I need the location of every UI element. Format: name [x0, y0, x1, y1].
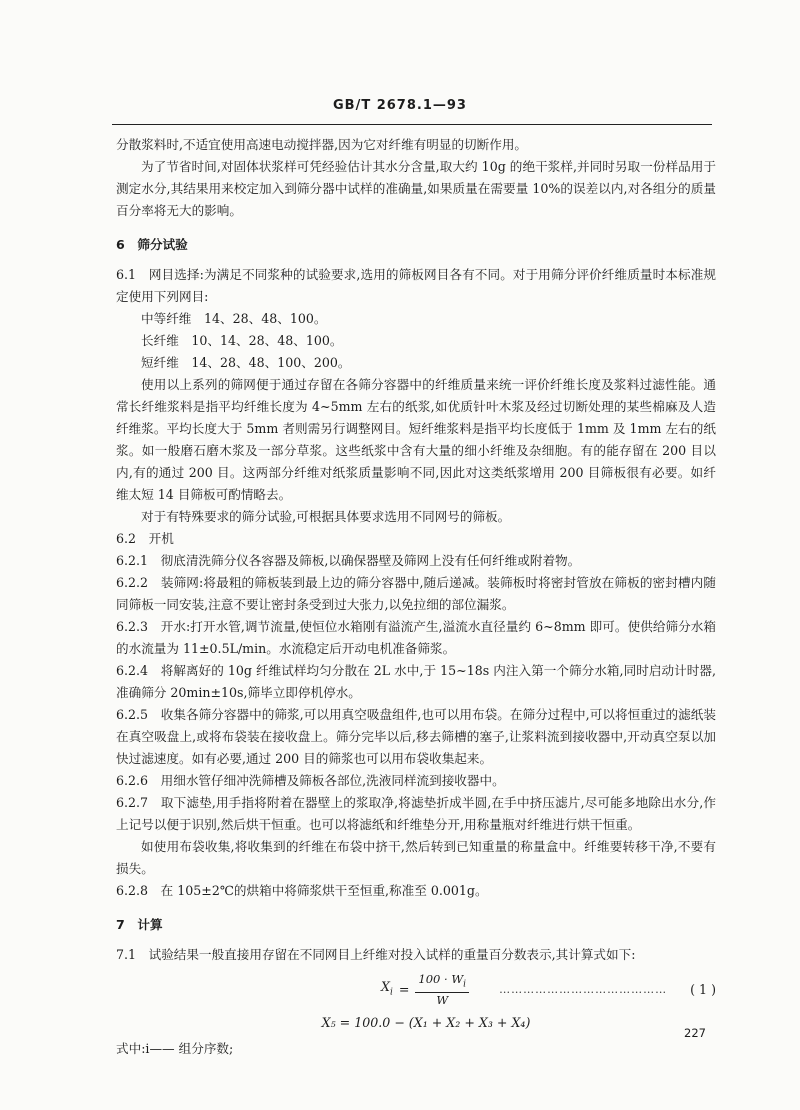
- formula-lhs: $X_i$: [381, 979, 393, 998]
- paragraph: 为了节省时间,对固体状浆样可凭经验估计其水分含量,取大约 10g 的绝干浆样,并同时另取一份样品用于测定水分,其结果用来校定加入到筛分器中试样的准确量,如果质量在需要量 10%的误差以内,对各组分的质量百分率将无大的影响。: [116, 159, 716, 218]
- clause-6-2-2: 6.2.2 装筛网:将最粗的筛板装到最上边的筛分容器中,随后递减。装筛板时将密封管放在筛板的密封槽内随同筛板一同安装,注意不要让密封条受到过大张力,以免拉细的部位漏浆。: [116, 575, 716, 612]
- page-content: [116, 134, 716, 1060]
- paragraph: 使用以上系列的筛网便于通过存留在各筛分容器中的纤维质量来统一评价纤维长度及浆料过滤性能。通常长纤维浆料是指平均纤维长度为 4~5mm 左右的纸浆,如优质针叶木浆及经过切断处理的某些棉麻及人造纤维浆。平均长度大于 5mm 者则需另行调整网目。短纤维浆料是指平均长度低于 1mm 及 1mm 左右的纸浆。如一般磨石磨木浆及一部分草浆。这些纸浆中含有大量的细小纤维及杂细胞。有的能存留在 200 目以内,有的通过 200 目。这两部分纤维对纸浆质量影响不同,因此对这类纸浆增用 200 目筛板很有必要。如纤维太短 14 目筛板可酌情略去。: [116, 377, 716, 502]
- clause-6-2-8: 6.2.8 在 105±2℃的烘箱中将筛浆烘干至恒重,称准至 0.001g。: [116, 883, 488, 898]
- formula-expression: [381, 972, 469, 1008]
- list-item: 短纤维 14、28、48、100、200。: [141, 355, 351, 370]
- clause-6-2-5: 6.2.5 收集各筛分容器中的筛浆,可以用真空吸盘组件,也可以用布袋。在筛分过程中,可以将恒重过的滤纸装在真空吸盘上,或将布袋装在接收盘上。筛分完毕以后,移去筛槽的塞子,让浆料流到接收器中,开动真空泵以加快过滤速度。如有必要,通过 200 目的筛浆也可以用布袋收集起来。: [116, 707, 716, 766]
- clause-6-2: 6.2 开机: [116, 531, 174, 546]
- clause-7-1: 7.1 试验结果一般直接用存留在不同网目上纤维对投入试样的重量百分数表示,其计算式如下:: [116, 947, 636, 962]
- clause-6-2-1: 6.2.1 彻底清洗筛分仪各容器及筛板,以确保器壁及筛网上没有任何纤维或附着物。: [116, 553, 581, 568]
- section-heading: 6 筛分试验: [116, 237, 188, 252]
- paragraph: 对于有特殊要求的筛分试验,可根据具体要求选用不同网号的筛板。: [141, 509, 511, 524]
- clause-6-2-4: 6.2.4 将解离好的 10g 纤维试样均匀分散在 2L 水中,于 15~18s 内注入第一个筛分水箱,同时启动计时器,准确筛分 20min±10s,筛毕立即停机停水。: [116, 663, 716, 700]
- formula-leader-dots: ……………………………………: [499, 983, 668, 996]
- formula-1: [116, 970, 716, 1010]
- formula-fraction: [415, 972, 469, 1008]
- page-number: 227: [684, 1026, 706, 1040]
- equation-number: ( 1 ): [690, 982, 716, 997]
- clause-6-2-7: 6.2.7 取下滤垫,用手指将附着在器壁上的浆取净,将滤垫折成半圆,在手中挤压滤片,尽可能多地除出水分,作上记号以便于识别,然后烘干恒重。也可以将滤纸和纤维垫分开,用称量瓶对纤维进行烘干恒重。: [116, 795, 716, 832]
- clause-6-2-3: 6.2.3 开水:打开水管,调节流量,使恒位水箱刚有溢流产生,溢流水直径量约 6~8mm 即可。使供给筛分水箱的水流量为 11±0.5L/min。水流稳定后开动电机准备筛浆。: [116, 619, 716, 656]
- formula-2: X₅ = 100.0 − (X₁ + X₂ + X₃ + X₄): [321, 1015, 531, 1030]
- list-item: 长纤维 10、14、28、48、100。: [141, 333, 343, 348]
- clause-6-1: 6.1 网目选择:为满足不同浆种的试验要求,选用的筛板网目各有不同。对于用筛分评价纤维质量时本标准规定使用下列网目:: [116, 267, 716, 304]
- list-item: 中等纤维 14、28、48、100。: [141, 311, 327, 326]
- clause-6-2-6: 6.2.6 用细水管仔细冲洗筛槽及筛板各部位,洗液同样流到接收器中。: [116, 773, 505, 788]
- where-clause: 式中:i—— 组分序数;: [116, 1041, 234, 1056]
- standard-code-header: GB/T 2678.1—93: [333, 98, 467, 113]
- header-rule: [112, 124, 712, 125]
- formula-numerator: $100 \cdot W_i$: [415, 972, 469, 993]
- paragraph: 分散浆料时,不适宜使用高速电动搅拌器,因为它对纤维有明显的切断作用。: [116, 137, 528, 152]
- formula-denominator: W: [436, 993, 449, 1008]
- formula-equals: =: [398, 981, 410, 997]
- section-heading: 7 计算: [116, 917, 163, 932]
- paragraph: 如使用布袋收集,将收集到的纤维在布袋中挤干,然后转到已知重量的称量盒中。纤维要转移干净,不要有损失。: [116, 839, 716, 876]
